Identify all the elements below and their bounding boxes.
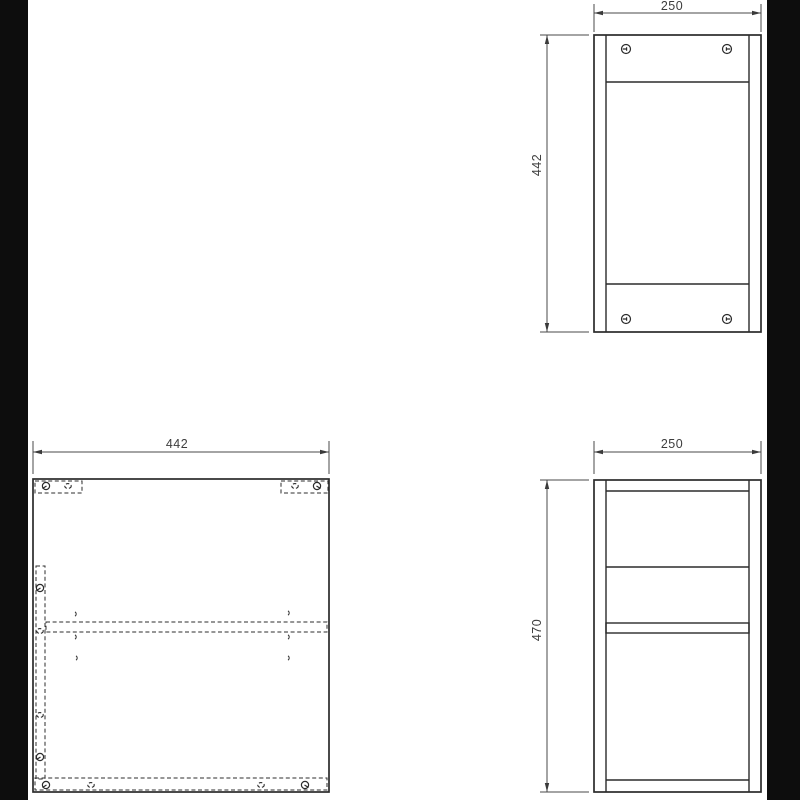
arrow-right-icon bbox=[752, 11, 761, 15]
arrow-left-icon bbox=[594, 11, 603, 15]
dowel-hole-icon bbox=[37, 629, 43, 634]
letterbox-left bbox=[0, 0, 28, 800]
dowel-hole-icon bbox=[65, 484, 71, 489]
dim-250-top bbox=[594, 0, 761, 32]
drill-mark-icon bbox=[75, 635, 76, 639]
cam-lock-icon bbox=[622, 45, 631, 54]
cam-lock-icon bbox=[42, 482, 49, 489]
shelf-edge bbox=[606, 623, 749, 633]
arrow-up-icon bbox=[545, 35, 549, 44]
arrow-down-icon bbox=[545, 783, 549, 792]
panel-plan-view bbox=[33, 437, 329, 792]
hidden-edge-region-left-strip bbox=[36, 566, 45, 779]
dim-label: 442 bbox=[530, 153, 544, 177]
drill-mark-icon bbox=[288, 611, 289, 615]
dowel-hole-icon bbox=[37, 713, 43, 718]
cam-lock-icon bbox=[622, 315, 631, 324]
arrow-up-icon bbox=[545, 480, 549, 489]
hidden-edge-region-bottom bbox=[35, 778, 327, 790]
drill-mark-icon bbox=[288, 635, 289, 639]
arrow-down-icon bbox=[545, 323, 549, 332]
arrow-left-icon bbox=[33, 450, 42, 454]
cam-lock-icon bbox=[301, 781, 308, 788]
dim-250-top bbox=[594, 437, 761, 474]
dim-442-top bbox=[33, 437, 329, 474]
letterbox-right bbox=[767, 0, 800, 800]
hidden-edge-region-shelf bbox=[46, 622, 327, 632]
back-panel-rebate-lines bbox=[606, 35, 749, 332]
arrow-left-icon bbox=[594, 450, 603, 454]
drill-mark-icon bbox=[76, 656, 77, 660]
drill-mark-icon bbox=[75, 612, 76, 616]
back-panel-front-view bbox=[530, 0, 761, 332]
dowel-hole-icon bbox=[88, 783, 94, 788]
dim-label: 470 bbox=[530, 618, 544, 642]
cam-lock-icon bbox=[36, 753, 43, 760]
rail-edges bbox=[606, 491, 749, 780]
dim-label: 250 bbox=[660, 0, 684, 13]
arrow-right-icon bbox=[752, 450, 761, 454]
dim-470-left bbox=[530, 480, 589, 792]
cam-lock-icon bbox=[36, 584, 43, 591]
cam-lock-icon bbox=[723, 315, 732, 324]
side-panel-edges bbox=[606, 480, 749, 792]
cam-lock-icon bbox=[723, 45, 732, 54]
cam-lock-icon bbox=[42, 781, 49, 788]
back-panel-outline bbox=[594, 35, 761, 332]
side-view-outline bbox=[594, 480, 761, 792]
side-elevation-view bbox=[530, 437, 761, 792]
dim-label: 442 bbox=[165, 437, 189, 451]
dowel-hole-icon bbox=[292, 484, 298, 489]
cam-lock-icon bbox=[313, 482, 320, 489]
plan-panel-outline bbox=[33, 479, 329, 792]
drill-mark-icon bbox=[288, 656, 289, 660]
dowel-hole-icon bbox=[258, 783, 264, 788]
dim-442-left bbox=[530, 35, 589, 332]
dim-label: 250 bbox=[660, 437, 684, 451]
arrow-right-icon bbox=[320, 450, 329, 454]
